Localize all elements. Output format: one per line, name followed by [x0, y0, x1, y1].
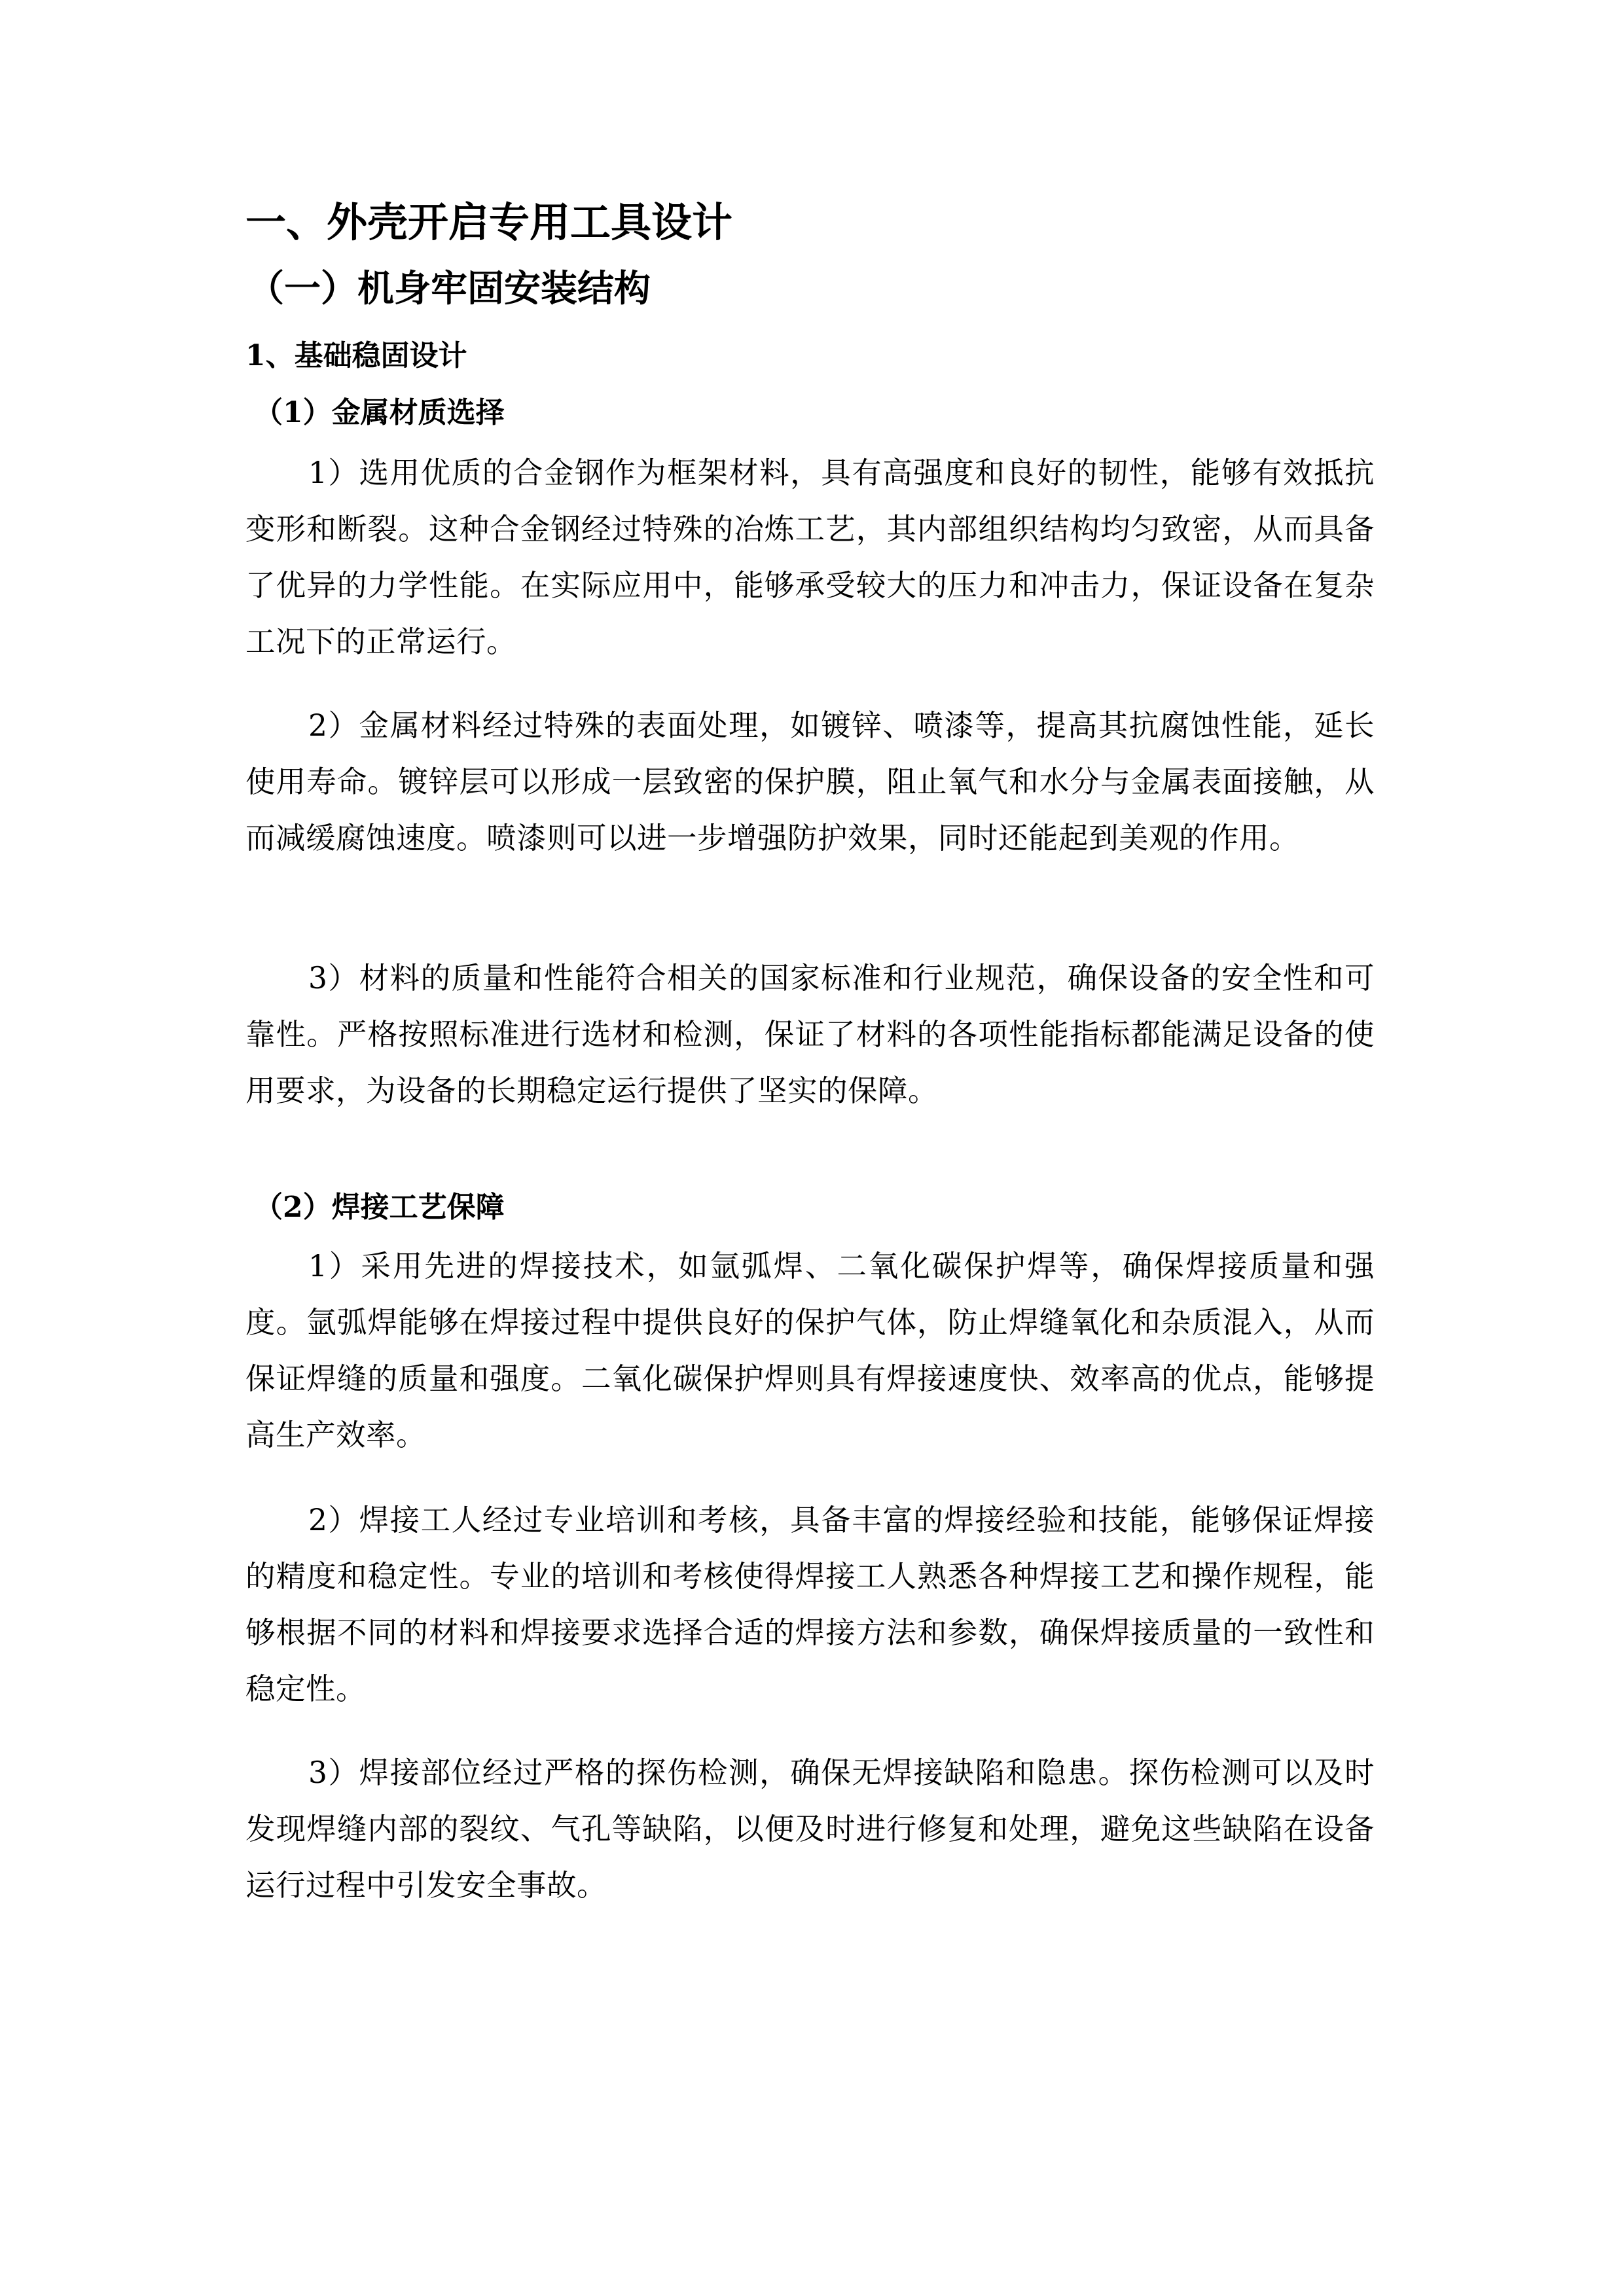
welding-paragraph-2: 2）焊接工人经过专业培训和考核，具备丰富的焊接经验和技能，能够保证焊接的精度和稳定性。专业的培训和考核使得焊接工人熟悉各种焊接工艺和操作规程，能够根据不同的材料和焊接要求选择合适的焊接方法和参数，确保焊接质量的一致性和稳定性。	[245, 1503, 1375, 1706]
metal-paragraph-3: 3）材料的质量和性能符合相关的国家标准和行业规范，确保设备的安全性和可靠性。严格按照标准进行选材和检测，保证了材料的各项性能指标都能满足设备的使用要求，为设备的长期稳定运行提供了坚实的保障。	[245, 961, 1375, 1108]
subsection-heading: 1、基础稳固设计	[245, 339, 467, 372]
welding-heading: （2）焊接工艺保障	[254, 1191, 505, 1224]
section-title: 一、外壳开启专用工具设计	[245, 198, 733, 246]
welding-paragraph-3: 3）焊接部位经过严格的探伤检测，确保无焊接缺陷和隐患。探伤检测可以及时发现焊缝内部的裂纹、气孔等缺陷，以便及时进行修复和处理，避免这些缺陷在设备运行过程中引发安全事故。	[245, 1755, 1375, 1903]
metal-material-heading: （1）金属材质选择	[254, 396, 505, 429]
section-subtitle: （一）机身牢固安装结构	[247, 268, 651, 310]
metal-paragraph-1: 1）选用优质的合金钢作为框架材料，具有高强度和良好的韧性，能够有效抵抗变形和断裂。这种合金钢经过特殊的冶炼工艺，其内部组织结构均匀致密，从而具备了优异的力学性能。在实际应用中，能够承受较大的压力和冲击力，保证设备在复杂工况下的正常运行。	[245, 456, 1375, 659]
metal-paragraph-2: 2）金属材料经过特殊的表面处理，如镀锌、喷漆等，提高其抗腐蚀性能，延长使用寿命。镀锌层可以形成一层致密的保护膜，阻止氧气和水分与金属表面接触，从而减缓腐蚀速度。喷漆则可以进一步增强防护效果，同时还能起到美观的作用。	[245, 708, 1375, 855]
welding-paragraph-1: 1）采用先进的焊接技术，如氩弧焊、二氧化碳保护焊等，确保焊接质量和强度。氩弧焊能够在焊接过程中提供良好的保护气体，防止焊缝氧化和杂质混入，从而保证焊缝的质量和强度。二氧化碳保护焊则具有焊接速度快、效率高的优点，能够提高生产效率。	[245, 1249, 1375, 1452]
